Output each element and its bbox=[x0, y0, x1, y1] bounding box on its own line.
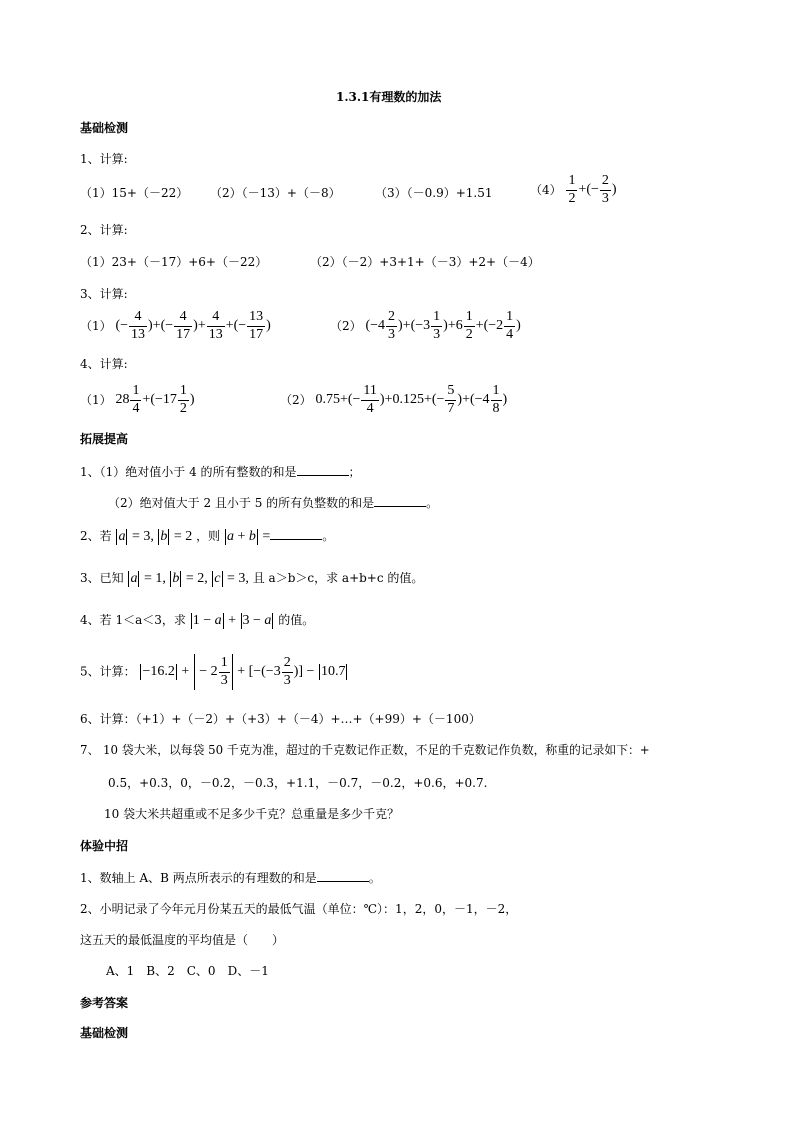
section-heading-extend: 拓展提高 bbox=[80, 432, 129, 446]
extend-question-5: 5、计算： −16.2 + − 2 $\frac{1}{3}$ + [−(−3 $\frac{2}{3}$ )] − 10.7 bbox=[80, 654, 348, 690]
extend-question-7-line-1: 7、 10 袋大米，以每袋 50 千克为准，超过的千克数记作正数，不足的千克数记作负数，称重的记录如下：+ bbox=[80, 743, 650, 757]
part-4-label: （4） bbox=[530, 182, 562, 197]
question-3-label: 3、计算: bbox=[80, 287, 128, 301]
question-1-part-2: （2）（－13）+（－8） bbox=[210, 186, 341, 200]
fraction-expression: $\frac{1}{2}$ +(− $\frac{2}{3}$ ) bbox=[568, 173, 617, 206]
question-4-part-2: （2） 0.75+(− $\frac{11}{4}$ )+0.125+(− $\frac{5}{7}$ )+(−4 $\frac{1}{8}$ ) bbox=[280, 383, 508, 416]
question-4-label: 4、计算: bbox=[80, 357, 128, 371]
section-heading-answers: 参考答案 bbox=[80, 996, 129, 1010]
q3-expression-2: (−4 $\frac{2}{3}$ )+(−3 $\frac{1}{3}$ )+6 $\frac{1}{2}$ +(−2 $\frac{1}{4}$ ) bbox=[365, 309, 521, 342]
question-2-label: 2、计算: bbox=[80, 223, 128, 237]
experience-question-2-options: A、1 B、2 C、0 D、－1 bbox=[106, 964, 269, 978]
extend-question-1a: 1、（1）绝对值小于 4 的所有整数的和是 ； bbox=[80, 465, 361, 479]
extend-question-2: 2、若 a = 3, b = 2 ，则 a + b = 。 bbox=[80, 529, 335, 545]
section-heading-basic: 基础检测 bbox=[80, 121, 129, 135]
answer-blank[interactable] bbox=[297, 465, 349, 476]
extend-question-6: 6、计算：（+1）+（－2）+（+3）+（－4）+…+（+99）+（－100） bbox=[80, 712, 481, 726]
page-title: 1.3.1有理数的加法 bbox=[336, 90, 442, 104]
e4-expression: 1 − a + 3 − a bbox=[192, 613, 272, 629]
e5-expression: −16.2 + − 2 $\frac{1}{3}$ + [−(−3 $\frac{2}{3}$ )] − 10.7 bbox=[139, 664, 348, 679]
extend-question-7-line-3: 10 袋大米共超重或不足多少千克？总重量是多少千克？ bbox=[104, 807, 400, 821]
answer-blank[interactable] bbox=[317, 871, 369, 882]
question-1-part-1: （1）15+（－22） bbox=[80, 186, 189, 200]
question-1-part-3: （3）（－0.9）+1.51 bbox=[375, 186, 493, 200]
q4-expression-1: 28 $\frac{1}{4}$ +(−17 $\frac{1}{2}$ ) bbox=[115, 383, 195, 416]
experience-question-1: 1、数轴上 A、B 两点所表示的有理数的和是 。 bbox=[80, 871, 381, 885]
experience-question-2-line-1: 2、小明记录了今年元月份某五天的最低气温（单位：℃）：1，2，0，－1，－2， bbox=[80, 902, 518, 916]
q4-expression-2: 0.75+(− $\frac{11}{4}$ )+0.125+(− $\frac{5}{7}$ )+(−4 $\frac{1}{8}$ ) bbox=[315, 383, 508, 416]
section-heading-experience: 体验中招 bbox=[80, 839, 129, 853]
answer-blank[interactable] bbox=[270, 529, 322, 540]
extend-question-4: 4、若 1＜a＜3，求 1 − a + 3 − a 的值。 bbox=[80, 613, 315, 629]
extend-question-3: 3、已知 a = 1, b = 2, c = 3, 且 a＞b＞c，求 a+b+c 的值。 bbox=[80, 571, 424, 587]
answer-blank[interactable] bbox=[374, 496, 426, 507]
extend-question-1b: （2）绝对值大于 2 且小于 5 的所有负整数的和是 。 bbox=[108, 496, 439, 510]
question-2-part-2: （2）（－2）+3+1+（－3）+2+（－4） bbox=[310, 255, 540, 269]
question-3-part-1: （1） (− $\frac{4}{13}$ )+(− $\frac{4}{17}$ )+ $\frac{4}{13}$ +(− $\frac{13}{17}$ ) bbox=[80, 309, 271, 342]
e3-expression: a = 1, b = 2, c = 3, bbox=[130, 571, 249, 587]
experience-question-2-line-2: 这五天的最低温度的平均值是（ ） bbox=[80, 933, 285, 947]
e2-expression: a = 3, b = 2 bbox=[118, 529, 193, 545]
question-1-part-4 bbox=[530, 174, 617, 206]
section-heading-basic-answers: 基础检测 bbox=[80, 1026, 129, 1040]
question-2-part-1: （1）23+（－17）+6+（－22） bbox=[80, 255, 268, 269]
question-1-label: 1、计算: bbox=[80, 152, 128, 166]
q3-expression-1: (− $\frac{4}{13}$ )+(− $\frac{4}{17}$ )+ $\frac{4}{13}$ +(− $\frac{13}{17}$ ) bbox=[115, 309, 271, 342]
question-4-part-1: （1） 28 $\frac{1}{4}$ +(−17 $\frac{1}{2}$ ) bbox=[80, 383, 195, 416]
question-3-part-2: （2） (−4 $\frac{2}{3}$ )+(−3 $\frac{1}{3}$ )+6 $\frac{1}{2}$ +(−2 $\frac{1}{4}$ ) bbox=[330, 309, 521, 342]
extend-question-7-line-2: 0.5，+0.3，0，－0.2，－0.3，+1.1，－0.7，－0.2，+0.6，+0.7. bbox=[108, 776, 488, 790]
